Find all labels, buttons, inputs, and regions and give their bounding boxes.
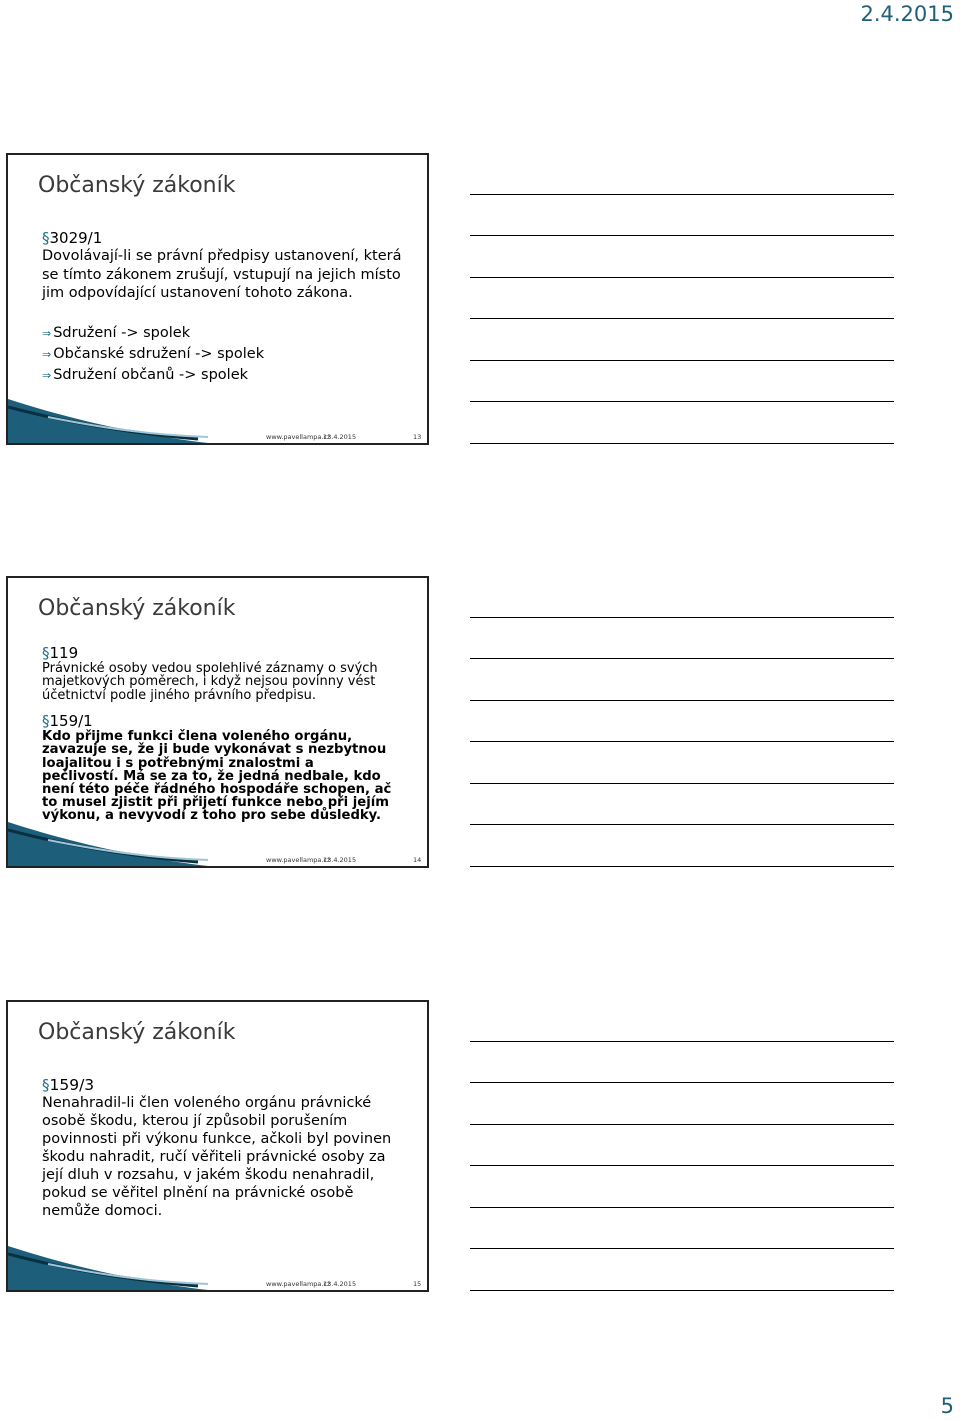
- section-sign-icon: §: [42, 1076, 50, 1094]
- slide-number: 15: [413, 1280, 422, 1288]
- note-line: [470, 1082, 894, 1083]
- note-line: [470, 1165, 894, 1166]
- footer-date: 13.4.2015: [323, 856, 357, 864]
- double-arrow-icon: ⇒: [42, 326, 52, 340]
- note-line: [470, 824, 894, 825]
- section-heading: §119: [42, 644, 79, 662]
- slide-title: Občanský zákoník: [38, 596, 236, 621]
- slide-text: Nenahradil-li člen voleného orgánu právnické osobě škodu, kterou jí způsobil porušením povinnosti při výkonu funkce, ačkoli byl povinen škodu nahradit, ručí věřiteli právnické osoby za její dluh v rozsahu, v jakém škodu nenahradil, pokud se věřitel plnění na právnické osobě nemůže domoci.: [42, 1095, 392, 1219]
- slide-number: 14: [413, 856, 422, 864]
- note-line: [470, 866, 894, 867]
- note-line: [470, 783, 894, 784]
- list-item: ⇒ Občanské sdružení -> spolek: [42, 345, 265, 362]
- note-line: [470, 700, 894, 701]
- swoosh-decoration: [8, 397, 208, 443]
- note-line: [470, 235, 894, 236]
- swoosh-decoration: [8, 1244, 208, 1290]
- slide-13: [6, 153, 429, 445]
- double-arrow-icon: ⇒: [42, 368, 52, 382]
- footer-date: 13.4.2015: [323, 1280, 357, 1288]
- section-heading: §159/3: [42, 1076, 95, 1094]
- slide-text: Dovolávají-li se právní předpisy ustanovení, která se tímto zákonem zrušují, vstupují na jejich místo jim odpovídající ustanovení tohoto zákona.: [42, 248, 402, 301]
- note-line: [470, 741, 894, 742]
- section-heading: §3029/1: [42, 229, 103, 247]
- note-line: [470, 194, 894, 195]
- list-item: ⇒ Sdružení občanů -> spolek: [42, 366, 249, 383]
- footer-url: www.pavellampa.cz: [266, 1280, 331, 1288]
- note-line: [470, 277, 894, 278]
- note-line: [470, 1207, 894, 1208]
- note-line: [470, 1248, 894, 1249]
- note-line: [470, 658, 894, 659]
- section-heading: §159/1: [42, 712, 93, 731]
- footer-url: www.pavellampa.cz: [266, 856, 331, 864]
- swoosh-decoration: [8, 820, 208, 866]
- note-line: [470, 1290, 894, 1291]
- note-line: [470, 1041, 894, 1042]
- section-sign-icon: §: [42, 229, 50, 247]
- slide-15: [6, 1000, 429, 1292]
- slide-title: Občanský zákoník: [38, 1020, 236, 1045]
- note-line: [470, 443, 894, 444]
- note-line: [470, 617, 894, 618]
- list-item: ⇒ Sdružení -> spolek: [42, 324, 191, 341]
- page-number: 5: [940, 1394, 954, 1418]
- note-line: [470, 360, 894, 361]
- note-line: [470, 401, 894, 402]
- slide-14: [6, 576, 429, 868]
- page-date: 2.4.2015: [860, 2, 954, 26]
- slide-text-bold: Kdo přijme funkci člena voleného orgánu, zavazuje se, že ji bude vykonávat s nezbytnou loajalitou i s potřebnými znalostmi a pečlivostí. Má se za to, že jedná nedbale, kdo není této péče řádného hospodáře schopen, ač to musel zjistit při přijetí funkce nebo při jejím výkonu, a nevyvodí z toho pro sebe důsledky.: [42, 729, 392, 824]
- section-sign-icon: §: [42, 712, 50, 731]
- section-sign-icon: §: [42, 644, 50, 662]
- slide-number: 13: [413, 433, 422, 441]
- slide-title: Občanský zákoník: [38, 173, 236, 198]
- double-arrow-icon: ⇒: [42, 347, 52, 361]
- note-line: [470, 1124, 894, 1125]
- slide-text: Právnické osoby vedou spolehlivé záznamy o svých majetkových poměrech, i když nejsou povinny vést účetnictví podle jiného právního předpisu.: [42, 661, 378, 703]
- footer-url: www.pavellampa.cz: [266, 433, 331, 441]
- note-line: [470, 318, 894, 319]
- footer-date: 13.4.2015: [323, 433, 357, 441]
